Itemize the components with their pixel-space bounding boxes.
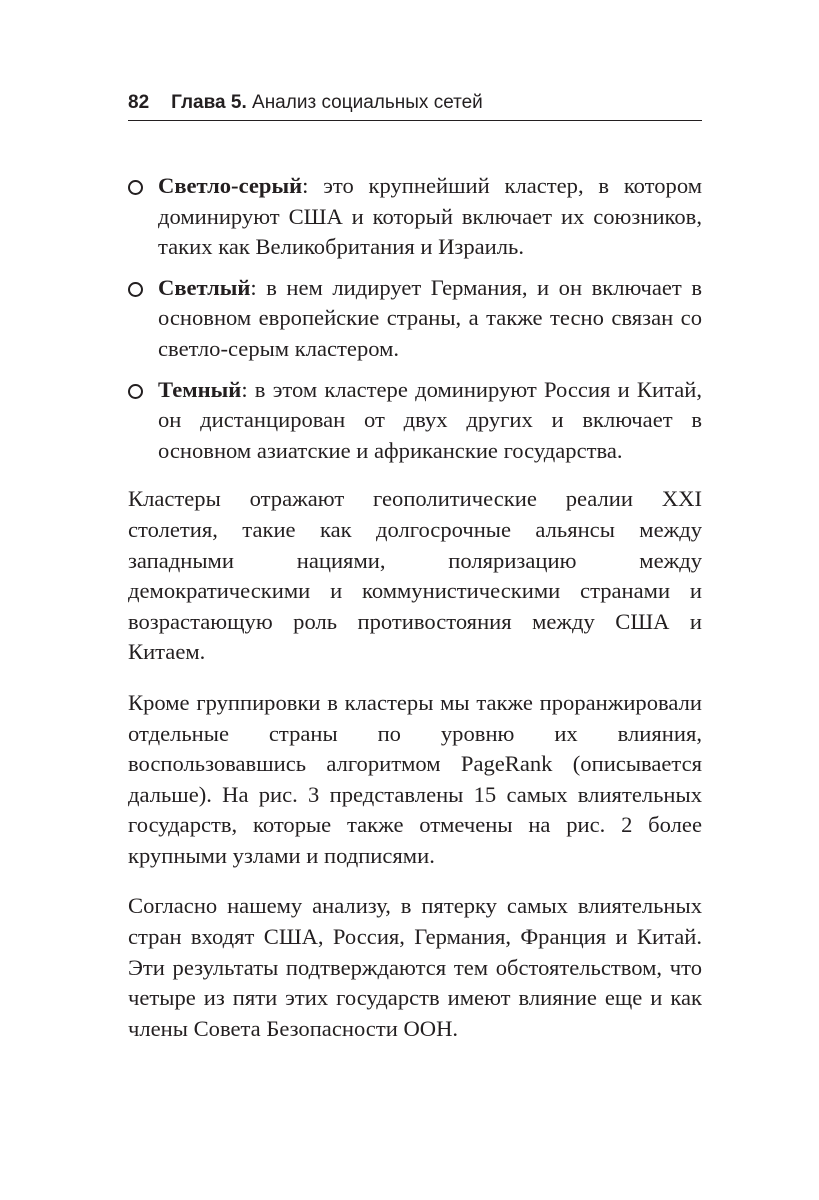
cluster-term: Темный xyxy=(158,376,242,402)
paragraph: Кластеры отражают геополитические реалии XXI столетия, такие как долгосрочные альянсы между западными нациями, поляризацию между демократическими и коммунистическими странами и возрастающую роль противостояния между США и Китаем. xyxy=(128,486,702,665)
list-item xyxy=(128,171,702,263)
paragraph: Согласно нашему анализу, в пятерку самых влиятельных стран входят США, Россия, Германия, Франция и Китай. Эти результаты подтверждаются тем обстоятельством, что четыре из пяти этих государств имеют влияние еще и как члены Совета Безопасности ООН. xyxy=(128,893,702,1041)
circle-bullet-icon xyxy=(128,180,143,195)
body-text xyxy=(128,171,702,1064)
list-item xyxy=(128,273,702,365)
circle-bullet-icon xyxy=(128,282,143,297)
cluster-term: Светло-серый xyxy=(158,173,303,198)
cluster-description: : в нем лидирует Германия, и он включает в основном европейские страны, а также тесно связан со светло-серым кластером. xyxy=(158,274,702,361)
cluster-description: : в этом кластере доминируют Россия и Китай, он дистанцирован от двух других и включает в основном азиатские и африканские государства. xyxy=(158,376,702,463)
list-item xyxy=(128,375,702,467)
page-number: 82 xyxy=(128,92,150,113)
chapter-title: Анализ социальных сетей xyxy=(252,92,483,113)
cluster-list xyxy=(128,171,702,466)
running-header xyxy=(128,90,702,121)
circle-bullet-icon xyxy=(128,384,143,399)
cluster-description: : это крупнейший кластер, в котором доминируют США и который включает их союзников, таких как Великобритания и Израиль. xyxy=(158,173,702,260)
paragraph: Кроме группировки в кластеры мы также проранжировали отдельные страны по уровню их влияния, воспользовавшись алгоритмом PageRank (описывается дальше). На рис. 3 представлены 15 самых влиятельных государств, которые также отмечены на рис. 2 более крупными узлами и подписями. xyxy=(128,689,702,868)
cluster-term: Светлый xyxy=(158,274,251,300)
chapter-label: Глава 5. xyxy=(171,92,247,113)
